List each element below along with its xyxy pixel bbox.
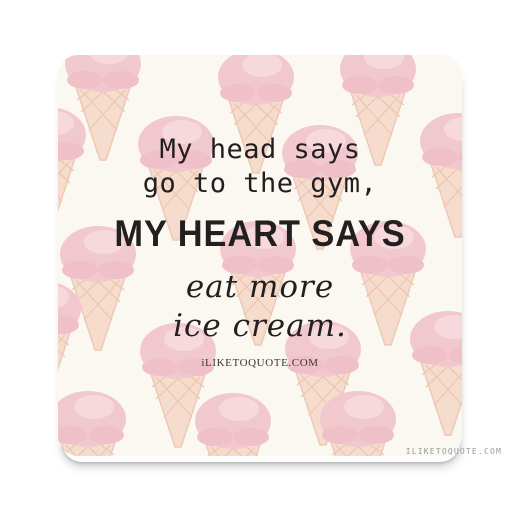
- quote-line-2: go to the gym,: [142, 168, 378, 199]
- site-credit: iLIKETOQUOTE.COM: [201, 357, 319, 369]
- quote-line-1: My head says: [159, 134, 361, 165]
- watermark: ILIKETOQUOTE.COM: [405, 447, 502, 456]
- quote-line-5: ice cream.: [173, 308, 347, 344]
- quote-line-4: eat more: [185, 269, 335, 305]
- quote-text: [58, 55, 462, 456]
- quote-card: [58, 55, 462, 456]
- quote-line-3: MY HEART SAYS: [114, 213, 406, 254]
